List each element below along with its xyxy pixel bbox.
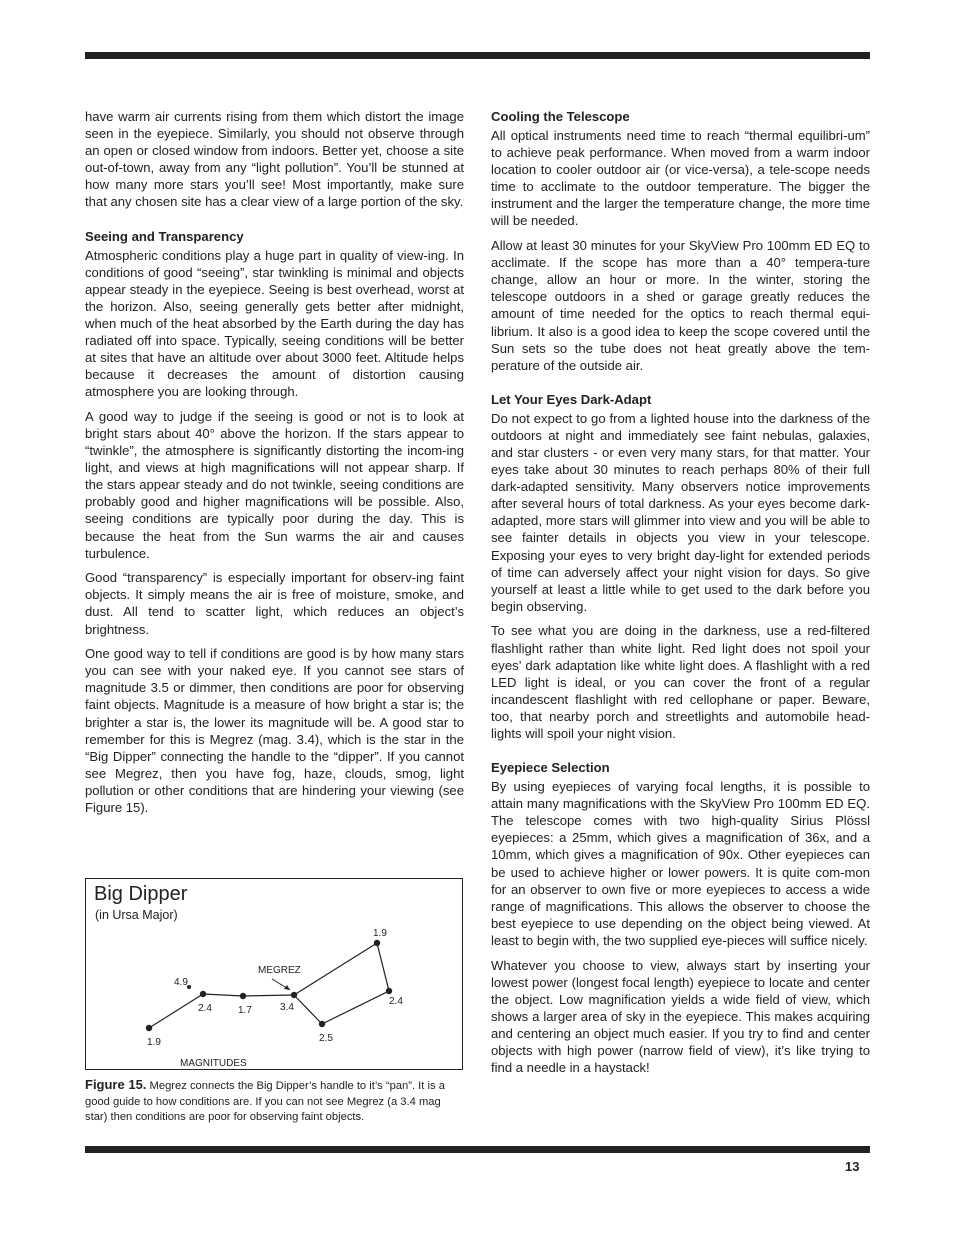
- line-bowl-3: [377, 943, 389, 991]
- dark-adapt-paragraph-1: Do not expect to go from a lighted house into the darkness of the outdoors at night and immediately see faint nebulas, galaxies, and star clusters - or even very many stars, for that matter. Your eyes take about 30 minutes to reach perhaps 80% of their full dark-adapted sensitivity. Many observers notice improvements after several hours of total darkness. As your eyes become dark-adapted, more stars will glimmer into view and you will be able to see fainter details in objects you view in your telescope. Exposing your eyes to very bright day-light for extended periods of time can adversely affect your night vision for days. So give yourself at least a little while to get used to the dark before you begin observing.: [491, 410, 870, 614]
- intro-paragraph: have warm air currents rising from them which distort the image seen in the eyepiece. Similarly, you should not observe through an open or closed window from indoors. Better yet, choose a site out-of-town, away from any “light pollution”. You’ll be stunned at how many more stars you’ll see! Most importantly, make sure that any chosen site has a clear view of a large portion of the sky.: [85, 109, 464, 210]
- dark-adapt-heading: Let Your Eyes Dark-Adapt: [491, 391, 652, 407]
- seeing-heading: Seeing and Transparency: [85, 228, 244, 244]
- line-handle-3: [243, 995, 294, 996]
- eyepiece-paragraph-2: Whatever you choose to view, always start by inserting your lowest power (longest focal length) eyepiece to locate and center the object. Low magnification yields a wide field of view, which shows a larger area of sky in the eyepiece. This makes acquiring and centering an object much easier. If you try to find and center objects with high power (narrow field of view), it’s like trying to find a needle in a haystack!: [491, 957, 870, 1076]
- seeing-paragraph-2: A good way to judge if the seeing is good or not is to look at bright stars about 40° above the horizon. If the stars appear to “twinkle”, the atmosphere is significantly distorting the incom-ing light, and views at high magnifications will not appear sharp. If the stars appear steady and do not twinkle, seeing conditions are probably good and higher magnifications will be possible. Also, seeing conditions are typically poor during the day. This is because the heat from the Sun warms the air and causes turbulence.: [85, 408, 464, 561]
- seeing-paragraph-3: Good “transparency” is especially important for observ-ing faint objects. It simply means the air is free of moisture, smoke, and dust. All tend to scatter light, which reduces an object’s brightness.: [85, 570, 464, 637]
- top-rule: [85, 52, 870, 59]
- big-dipper-figure: [85, 878, 463, 1070]
- line-bowl-2: [322, 991, 389, 1024]
- right-column: [491, 108, 870, 1084]
- figure-title: Big Dipper: [94, 883, 188, 905]
- mag-label-bowl-bottom-left: 2.5: [319, 1033, 333, 1044]
- cooling-paragraph-2: Allow at least 30 minutes for your SkyView Pro 100mm ED EQ to acclimate. If the scope has more than a 40° tempera-ture change, allow an hour or more. In the winter, storing the telescope outdoors in a shed or garage greatly reduces the amount of time needed for the optics to reach thermal equi-librium. It also is a good idea to keep the scope covered until the Sun sets so the tube does not heat greatly above the tem-perature of the outside air.: [491, 238, 870, 373]
- line-handle-2: [203, 994, 243, 996]
- caption-text: Megrez connects the Big Dipper’s handle to it’s “pan”. It is a good guide to how conditions are. If you can not see Megrez (a 3.4 mag star) then conditions are poor for observing faint objects.: [85, 1080, 445, 1123]
- star-handle-end: [146, 1025, 152, 1031]
- caption-label: Figure 15.: [85, 1077, 147, 1092]
- dark-adapt-paragraph-2: To see what you are doing in the darkness, use a red-filtered flashlight rather than white light. Red light does not spoil your eyes’ dark adaptation like white light does. A flashlight with a red LED light is ideal, or you can cover the front of a regular incandescent flashlight with red cellophane or paper. Beware, too, that nearby porch and streetlights and automobile head-lights will spoil your night vision.: [491, 623, 870, 741]
- mag-label-handle-end: 1.9: [147, 1037, 161, 1048]
- mag-label-faint: 4.9: [174, 977, 188, 988]
- magnitudes-label: MAGNITUDES: [180, 1058, 247, 1069]
- star-megrez: [291, 992, 297, 998]
- star-bowl-bottom-right: [386, 988, 392, 994]
- line-bowl-4: [294, 943, 377, 995]
- star-handle-middle: [200, 991, 206, 997]
- megrez-arrowhead: [284, 985, 290, 990]
- cooling-paragraph-1: All optical instruments need time to reach “thermal equilibri-um” to achieve peak performance. When moved from a warm indoor location to cooler outdoor air (or vice-versa), a tele-scope needs time to acclimate to the outdoor temperature. The bigger the instrument and the larger the temperature change, the more time will be needed.: [491, 128, 870, 229]
- star-bowl-bottom-left: [319, 1021, 325, 1027]
- mag-label-handle-middle: 2.4: [198, 1003, 212, 1014]
- mag-label-megrez: 3.4: [280, 1002, 294, 1013]
- bottom-rule: [85, 1146, 870, 1153]
- eyepiece-paragraph-1: By using eyepieces of varying focal lengths, it is possible to attain many magnifications with the SkyView Pro 100mm ED EQ. The telescope comes with two high-quality Sirius Plössl eyepieces: a 25mm, which gives a magnification of 36x, and a 10mm, which gives a magnification of 90x. Other eyepieces can be used to achieve higher or lower powers. It is quite com-mon for an observer to own five or more eyepieces to access a wide range of magnifications. This allows the observer to choose the best eyepiece to use depending on the object being viewed. At least to begin with, the two supplied eye-pieces will suffice nicely.: [491, 779, 870, 948]
- line-bowl-1: [294, 995, 322, 1024]
- eyepiece-heading: Eyepiece Selection: [491, 760, 610, 776]
- left-column: [85, 108, 464, 824]
- mag-label-handle-inner: 1.7: [238, 1005, 252, 1016]
- star-bowl-top-right: [374, 940, 380, 946]
- star-handle-inner: [240, 993, 246, 999]
- page-number: 13: [845, 1159, 860, 1174]
- mag-label-bowl-bottom-right: 2.4: [389, 996, 403, 1007]
- seeing-paragraph-1: Atmospheric conditions play a huge part in quality of view-ing. In conditions of good “seeing”, star twinkling is minimal and objects appear steady in the eyepiece. Seeing is best overhead, worst at the horizon. Also, seeing generally gets better after midnight, when much of the heat absorbed by the Earth during the day has radiated off into space. Typically, seeing conditions will be better at sites that have an altitude over about 3000 feet. Altitude helps because it decreases the amount of distortion causing atmosphere you are looking through.: [85, 247, 464, 400]
- mag-label-bowl-top-right: 1.9: [373, 928, 387, 939]
- megrez-label: MEGREZ: [258, 965, 301, 976]
- cooling-heading: Cooling the Telescope: [491, 109, 630, 124]
- figure-caption: [85, 1077, 465, 1126]
- seeing-paragraph-4: One good way to tell if conditions are good is by how many stars you can see with your naked eye. If you cannot see stars of magnitude 3.5 or dimmer, then conditions are poor for observing faint objects. Magnitude is a measure of how bright a star is; the brighter a star is, the lower its magnitude will be. A good star to remember for this is Megrez (mag. 3.4), which is the star in the “Big Dipper” connecting the handle to the “dipper”. If you cannot see Megrez, then you have fog, haze, clouds, smog, light pollution or other conditions that are hindering your viewing (see Figure 15).: [85, 646, 464, 815]
- figure-subtitle: (in Ursa Major): [95, 908, 178, 922]
- line-handle-1: [149, 994, 203, 1028]
